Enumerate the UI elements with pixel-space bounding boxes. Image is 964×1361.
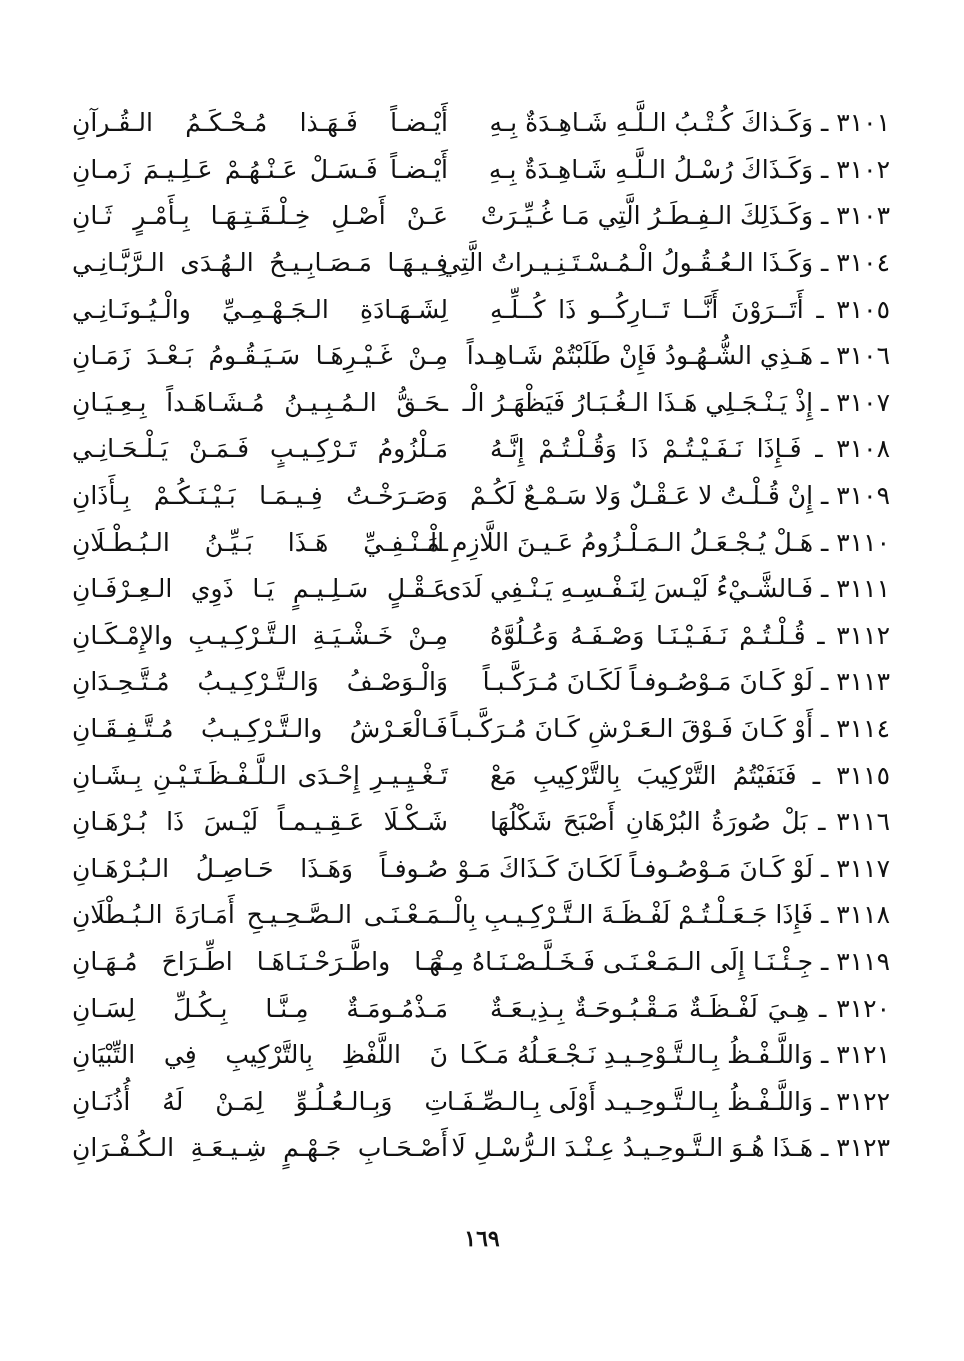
verse-line: [70, 286, 890, 333]
verse-second-hemistich: تِ وَبِـالـعُـلُـوِّ لِمَـنْ لَهُ أُذُنَـانِ: [72, 1086, 448, 1116]
verse-second-hemistich: عَـنْ أَصْـلِ خِـلْـقَـتِـهَـا بِـأَمْـرٍ ثَـانِ: [72, 201, 448, 231]
verse-second-hemistich: أَصْـحَـابِ جَـهْـمٍ شِـيـعَـةِ الـكُـفْـرَانِ: [72, 1133, 448, 1163]
page-number: ١٦٩: [464, 1226, 500, 1252]
verse-line: [70, 846, 890, 893]
verse-line: [70, 799, 890, 846]
verse-line: [70, 985, 890, 1032]
verse-second-hemistich: لِشَـهَـادَةِ الـجَـهْـمِـيِّ والْـيُـونَـانِـي: [72, 294, 448, 324]
verse-line: [70, 566, 890, 613]
verse-second-hemistich: ـحَـقُّ الـمُـبِـيـنُ مُـشَـاهَـداً بِـعِـيَـانِ: [72, 387, 448, 417]
verse-line: [70, 333, 890, 380]
verse-second-hemistich: صُـوفـاً وَهَـذَا حَـاصِـلُ الـبُـرْهَـانِ: [72, 853, 448, 883]
verse-first-hemistich: ٣١٠٣ ـ وَكَـذَلِكَ الـفِـطَـرُ الَّتِي مَـا غُـيِّـرَتْ: [480, 201, 890, 231]
verse-first-hemistich: ٣١١٣ ـ لَوْ كَـانَ مَـوْصُـوفـاً لَكَـانَ مُـرَكَّـبـاً: [482, 667, 890, 697]
verse-first-hemistich: ٣١٠٤ ـ وَكَـذَا الـعُـقُـولُ الْـمُـسْـتَـنِـيـراتُ الَّتِي: [440, 248, 890, 278]
verse-first-hemistich: ٣١٢١ ـ وَاللَّـفْـظُ بِـالـتَّـوْحِـيـدِ نَـجْـعَـلُهُ مَـكَـا: [459, 1040, 890, 1070]
verse-first-hemistich: ٣١١٧ ـ لَوْ كَـانَ مَـوْصُـوفـاً لَكَـانَ كَـذَاكَ مَـوْ: [457, 853, 890, 883]
verse-first-hemistich: ٣١٠٥ ـ أَتَــرَوْنَ أَنَّــا تَــارِكُــو ذَا كُــلِّـهِ: [490, 294, 890, 324]
verse-first-hemistich: ٣١٢٢ ـ وَاللَّـفْـظُ بِـالـتَّـوحِـيـد أَوْلَى بِـالـصِّـفَـا: [446, 1086, 890, 1116]
verse-second-hemistich: مِـنْ غَـيْـرِهَـا سَـيَـقُـومُ بَـعْـدَ زَمَـانِ: [72, 341, 448, 371]
verse-line: [70, 613, 890, 660]
verse-line: [70, 100, 890, 147]
verse-first-hemistich: ٣١٢٣ ـ هَـذَا هُـوَ الـتَّـوحِـيـدُ عِـنْـدَ الـرُّسْـلِ لَا: [451, 1133, 890, 1163]
verse-line: [70, 1125, 890, 1172]
verse-second-hemistich: فَـالْعَـرْشُ والـتَّـرْكِـيـبُ مُـتَّـفِـقَـانِ: [72, 714, 448, 744]
verse-second-hemistich: نَ اللَّفْظِ بِالتَّرْكِيبِ فِي التِّبْيَانِ: [72, 1040, 448, 1070]
verse-line: [70, 939, 890, 986]
verse-line: [70, 426, 890, 473]
verse-line: [70, 659, 890, 706]
verse-line: [70, 1078, 890, 1125]
verse-second-hemistich: ـهَـا واطَّـرَحْـنَـاهَـا اطِّـرَاحَ مُـهَـانِ: [72, 946, 448, 976]
verse-second-hemistich: مِـنْ خَـشْـيَـةِ الـتَّـرْكِـيـبِ والإِمْـكَـانِ: [72, 620, 448, 650]
verse-line: [70, 1032, 890, 1079]
verse-second-hemistich: وَالْـوَصْـفُ وَالـتَّـرْكِـيـبُ مُـتَّـحِـدَانِ: [72, 667, 448, 697]
verse-second-hemistich: تَـغْـيِـيـرِ إِحْـدَى الـلَّـفْـظَـتَـيْـنِ بِـشَـانِ: [72, 760, 448, 790]
verse-first-hemistich: ٣١٢٠ ـ هِـيَ لَفْـظَـةٌ مَـقْـبُـوحَـةٌ بِـذِيـعَـةٌ: [490, 993, 890, 1023]
verse-line: [70, 380, 890, 427]
verse-second-hemistich: فِـيـهَـا مَـصَـابِـيـحُ الـهُـدَى الـرَّبَّـانِـي: [72, 248, 448, 278]
verse-first-hemistich: ٣١٠٨ ـ فَـإِذَا نَـفَـيْـتُـمْ ذَا وَقُـلْـتُـمْ إِنَّـهُ: [490, 434, 890, 464]
verse-line: [70, 706, 890, 753]
verse-second-hemistich: أَيْـضـاً فَـسَـلْ عَـنْـهُـمْ عَـلِـيـمَ زَمـانِ: [72, 154, 448, 184]
verse-first-hemistich: ٣١٠١ ـ وَكَـذاكَ كُـتْـبُ الـلَّـهِ شَـاهِـدَةٌ بِـهِ: [489, 108, 890, 138]
verse-second-hemistich: أَيْـضـاً فَـهَـذا مُـحْـكَـمُ الـقُـرآنِ: [72, 108, 448, 138]
verse-first-hemistich: ٣١٠٧ ـ إِذْ يَـنْـجَـلِي هَـذَا الـغُـبَـارُ فَيَظْهَـرُ الْـ: [462, 387, 890, 417]
verse-second-hemistich: مَـلْزُومُ تَـرْكِـيـبٍ فَـمَـنْ يَـلْـحَـانِـي: [72, 434, 448, 464]
verse-first-hemistich: ٣١١٤ ـ أَوْ كَـانَ فَـوْقَ الـعَـرْشِ كَـانَ مُـرَكَّـبـاً: [450, 714, 890, 744]
verse-first-hemistich: ٣١١٩ ـ جِـئْـنَـا إِلَى الـمَـعْـنَـى فَـخَـلَّـصْـنَـاهُ مِـنْـ: [428, 946, 890, 976]
verse-first-hemistich: ٣١١٢ ـ قُـلْـتُـمْ نَـفَـيْـنَـا وَصْـفَـهُ وَعُـلُوَّهُ: [490, 620, 890, 650]
poem-body: [70, 100, 890, 1172]
verse-second-hemistich: مَـذْمُـومَـةٌ مِـنَّـا بِـكُـلِّ لِسَـانِ: [72, 993, 448, 1023]
verse-line: [70, 519, 890, 566]
verse-first-hemistich: ٣١١٥ ـ فَنَفَيْتُمُ التَّرْكِيبَ بِالتَّرْكِيبِ مَعْ: [490, 760, 890, 790]
verse-first-hemistich: ٣١٠٩ ـ إِنْ قُـلْـتُ لا عَـقْـلٌ وَلا سَـمْـعٌ لَكُـمْ: [470, 481, 890, 511]
verse-second-hemistich: ـمَـنْـفِـيِّ هَـذَا بَـيِّـنُ الـبُـطْـلَانِ: [72, 527, 448, 557]
verse-first-hemistich: ٣١١٠ ـ هَـلْ يُـجْـعَـلُ الـمَـلْـزُومُ عَـيـنَ اللَّازِمِ الْـ: [422, 527, 890, 557]
verse-first-hemistich: ٣١٠٦ ـ هَـذِي الشُّـهُـودُ فَإِنْ طَلَبْتُمْ شَـاهِـداً: [466, 341, 890, 371]
verse-second-hemistich: عَـقْـلٍ سَـلِـيـمٍ يَـا ذَوِي الـعِـرْفَـانِ: [72, 574, 448, 604]
verse-second-hemistich: وَصَـرَخْـتُ فِـيـمَـا بَـيْـنَـكُـمْ بِـأَذَانِ: [72, 481, 448, 511]
verse-line: [70, 752, 890, 799]
verse-first-hemistich: ٣١١٨ ـ فَإِذَا جَـعَـلْـتُـمْ لَفْـظَـةَ الـتَّـرْكِـيـبِ بِالْـ: [446, 900, 890, 930]
verse-first-hemistich: ٣١١٦ ـ بَلْ صُورَةُ البُرْهَانِ أَصْبَحَ شَكْلُهَا: [490, 807, 890, 837]
verse-first-hemistich: ٣١١١ ـ فَـالشَّـيْءُ لَيْـسَ لِنَـفْـسِـهِ يَـنْـفِي لَدَى: [441, 574, 890, 604]
verse-second-hemistich: ـمَـعْـنَـى الـصَّـحِـيـحِ أَمَـارَةَ الـبُـطْلَانِ: [72, 900, 448, 930]
verse-first-hemistich: ٣١٠٢ ـ وَكَـذَاكَ رُسْـلُ الـلَّـهِ شَـاهِـدَةٌ بِـهِ: [488, 154, 890, 184]
verse-second-hemistich: شَـكْـلَا عَـقِـيـمـاً لَيْـسَ ذَا بُـرْهَـانِ: [72, 807, 448, 837]
verse-line: [70, 473, 890, 520]
verse-line: [70, 892, 890, 939]
verse-line: [70, 193, 890, 240]
verse-line: [70, 147, 890, 194]
verse-line: [70, 240, 890, 287]
